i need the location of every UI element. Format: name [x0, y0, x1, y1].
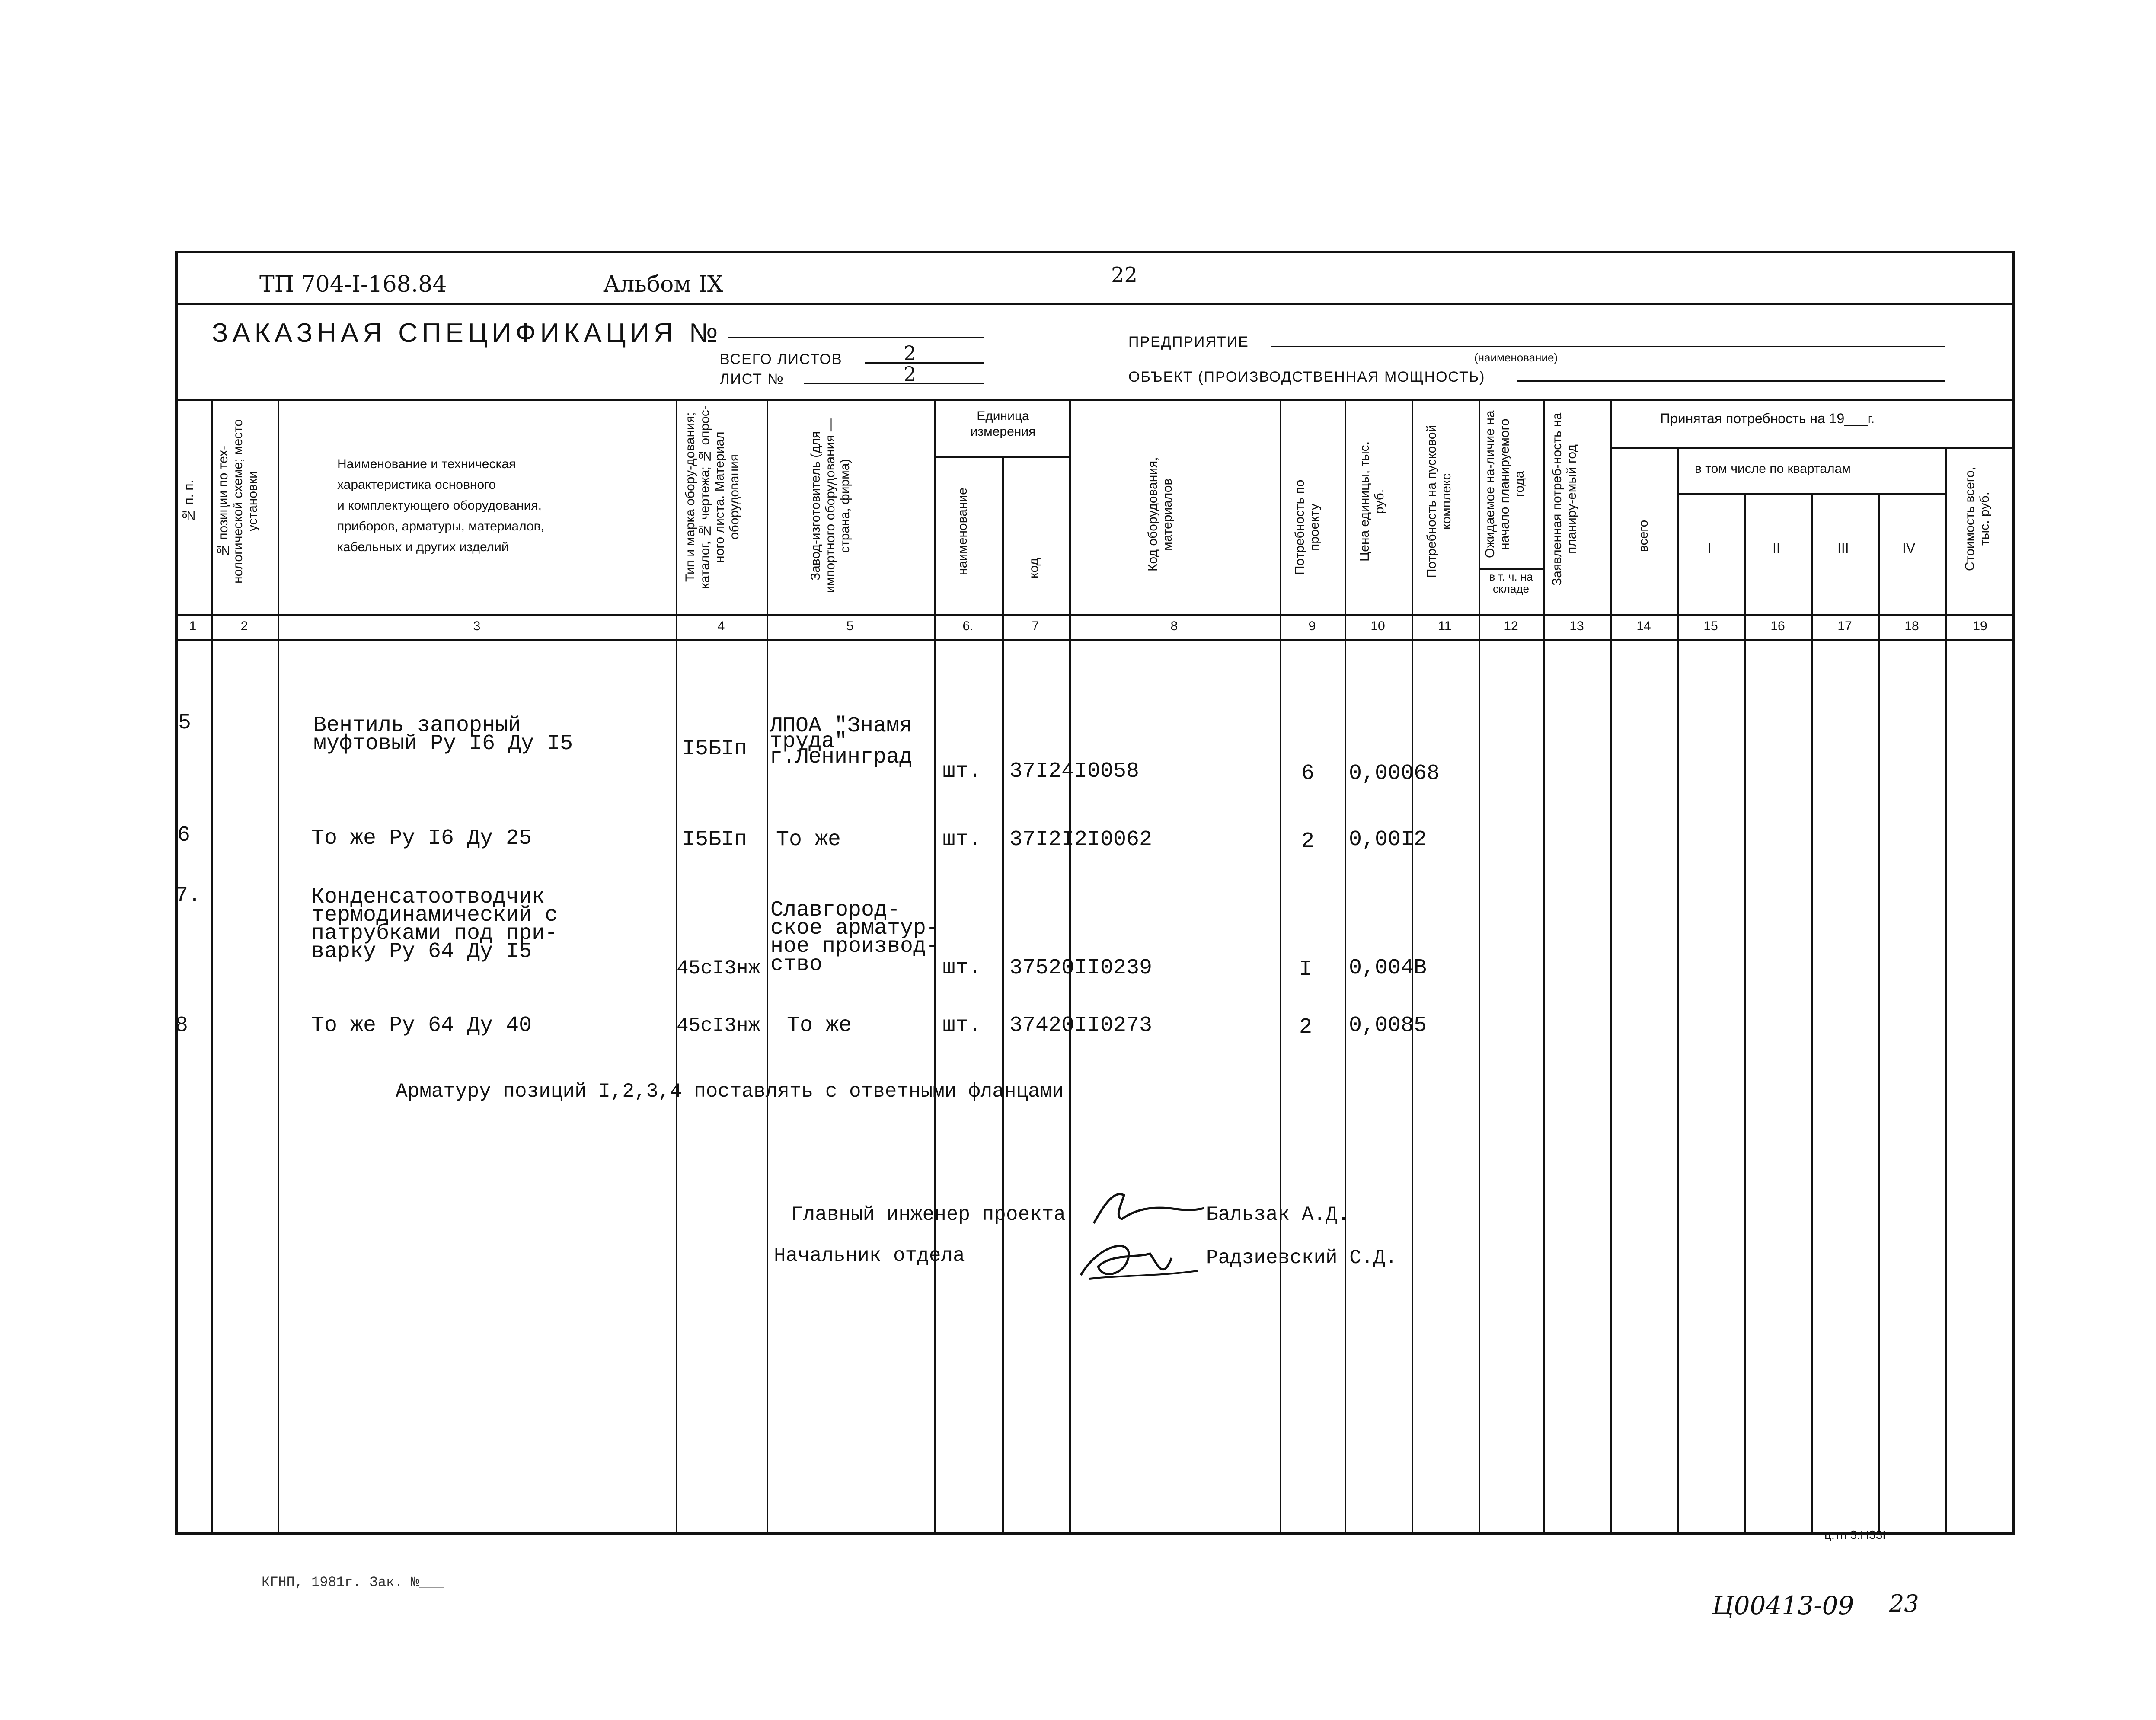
row-maker: То же — [776, 827, 841, 852]
row-qty: 2 — [1299, 1015, 1313, 1040]
printer-note: КГНП, 1981г. Зак. №___ — [262, 1574, 444, 1590]
col1-header: № п. п. — [182, 480, 196, 523]
col-number: 19 — [1973, 619, 1987, 633]
col17-header: III — [1837, 540, 1849, 556]
header-separator — [175, 303, 2015, 305]
row-price: 0,004В — [1349, 956, 1427, 980]
total-sheets-line — [865, 362, 984, 364]
row-name: То же Ру 64 Ду 40 — [311, 1013, 532, 1038]
row-qty: I — [1299, 957, 1313, 982]
row-unit: шт. — [942, 827, 982, 852]
col12-header: Ожидаемое на-личие на начало планируемого года — [1483, 410, 1527, 558]
colnum-top-line — [175, 614, 2015, 616]
total-sheets-label: ВСЕГО ЛИСТОВ — [720, 351, 843, 367]
row-number: 6 — [177, 823, 191, 848]
sheet-value: 2 — [904, 362, 917, 386]
row-qty: 2 — [1301, 829, 1315, 854]
col3-header: Наименование и техническая характеристика основного и комплектующего оборудования, приборов, арматуры, материалов, кабельных и других изделий — [337, 457, 544, 554]
row-type: 45сI3нж — [677, 957, 760, 980]
col11-header: Потребность на пусковой комплекс — [1425, 424, 1453, 578]
col13-header: Заявленная потреб-ность на планиру-емый год — [1550, 412, 1579, 586]
row-price: 0,00068 — [1349, 761, 1440, 786]
col-line — [1543, 399, 1545, 1535]
row-type: I5БIп — [682, 737, 747, 761]
col12-subheader: в т. ч. на складе — [1489, 570, 1533, 595]
col10-header: Цена единицы, тыс. руб. — [1357, 441, 1386, 562]
row-code: 37520II0239 — [1009, 956, 1153, 980]
chief-engineer-role: Главный инженер проекта — [791, 1203, 1066, 1226]
sheet-label: ЛИСТ № — [720, 371, 784, 387]
col-number: 12 — [1504, 619, 1518, 633]
col-number: 11 — [1438, 619, 1452, 633]
row-unit: шт. — [942, 1013, 982, 1038]
page-number-top: 22 — [1111, 263, 1138, 287]
col-number: 10 — [1370, 619, 1385, 633]
col-number: 8 — [1170, 619, 1178, 633]
col-line — [1945, 447, 1947, 1535]
col2-header: № позиции по тех-нологической схеме; место установки — [216, 419, 260, 584]
object-line — [1517, 380, 1945, 382]
row-name: Конденсатоотводчик термодинамический с патрубками под при- варку Ру 64 Ду I5 — [311, 885, 558, 964]
form-title: ЗАКАЗНАЯ СПЕЦИФИКАЦИЯ № — [212, 318, 722, 348]
col6-header: наименование — [955, 488, 970, 576]
col-number: 3 — [473, 619, 481, 633]
col-number: 1 — [189, 619, 197, 633]
col-number: 7 — [1032, 619, 1039, 633]
department-head-signature — [1072, 1228, 1202, 1288]
row-code: 37I24I0058 — [1009, 759, 1140, 784]
accepted-group-header: Принятая потребность на 19___г. — [1660, 411, 1875, 426]
col-number: 4 — [717, 619, 725, 633]
col-line — [1878, 493, 1880, 1535]
chief-engineer-name: Бальзак А.Д. — [1206, 1203, 1350, 1226]
object-label: ОБЪЕКТ (ПРОИЗВОДСТВЕННАЯ МОЩНОСТЬ) — [1128, 369, 1485, 385]
doc-code: ТП 704-I-168.84 — [259, 271, 447, 297]
col-number: 18 — [1904, 619, 1919, 633]
row-maker: ЛПОА "Знамя труда" г.Ленинград — [770, 714, 913, 769]
col7-header: код — [1027, 558, 1041, 579]
col-line — [1280, 399, 1281, 1535]
unit-group-line — [934, 456, 1069, 458]
enterprise-line — [1271, 346, 1945, 347]
quarters-group-header: в том числе по кварталам — [1695, 462, 1851, 476]
row-number: 8 — [175, 1013, 188, 1038]
col4-header: Тип и марка обору-дования; каталог, № чертежа; № опрос-ного листа. Материал оборудования — [683, 405, 741, 589]
col9-header: Потребность по проекту — [1293, 479, 1322, 575]
colnum-bottom-line — [175, 639, 2015, 641]
row-type: 45сI3нж — [677, 1015, 760, 1037]
col-number: 6. — [962, 619, 974, 633]
row-name: То же Ру I6 Ду 25 — [311, 826, 532, 851]
row-unit: шт. — [942, 759, 982, 784]
row-code: 37I2I2I0062 — [1009, 827, 1153, 852]
row-number: 5 — [178, 711, 192, 735]
row-maker: То же — [787, 1013, 852, 1038]
col-line — [1345, 399, 1346, 1535]
row-code: 37420II0273 — [1009, 1013, 1153, 1038]
col-line — [278, 399, 279, 1535]
col18-header: IV — [1902, 540, 1916, 556]
col-number: 14 — [1636, 619, 1651, 633]
album-label: Альбом IX — [603, 271, 723, 297]
col14-header: всего — [1636, 520, 1651, 552]
row-price: 0,00I2 — [1349, 827, 1427, 852]
col-number: 16 — [1770, 619, 1785, 633]
sheet-line — [804, 383, 984, 384]
quarters-group-line — [1677, 493, 1945, 495]
col-line — [211, 399, 213, 1535]
col-number: 13 — [1569, 619, 1584, 633]
row-qty: 6 — [1301, 761, 1315, 786]
col8-header: Код оборудования, материалов — [1146, 457, 1175, 572]
row-unit: шт. — [942, 956, 982, 980]
right-stamp: ц.тп 3.Н33I — [1824, 1528, 1886, 1541]
col-line — [1002, 456, 1004, 1535]
col-number: 17 — [1837, 619, 1852, 633]
col-number: 5 — [846, 619, 854, 633]
table-top-border — [175, 399, 2015, 401]
col15-header: I — [1708, 540, 1712, 556]
row-maker: Славгород- ское арматур- ное производ- ство — [770, 898, 939, 977]
col5-header: Завод-изготовитель (для импортного оборудования —страна, фирма) — [808, 418, 852, 593]
col-line — [1610, 399, 1612, 1535]
total-sheets-value: 2 — [904, 341, 917, 365]
col-line — [1744, 493, 1746, 1535]
col-number: 2 — [240, 619, 248, 633]
col-line — [1677, 447, 1679, 1535]
row-price: 0,0085 — [1349, 1013, 1427, 1038]
col19-header: Стоимость всего, тыс. руб. — [1963, 466, 1992, 571]
page-number-bottom: 23 — [1889, 1590, 1919, 1617]
archive-code: Ц00413-09 — [1712, 1591, 1854, 1620]
name-hint: (наименование) — [1474, 351, 1558, 364]
supply-note: Арматуру позиций I,2,3,4 поставлять с ответными фланцами — [396, 1080, 1064, 1103]
col-number: 9 — [1308, 619, 1316, 633]
department-head-name: Радзиевский С.Д. — [1206, 1247, 1397, 1269]
chief-engineer-signature — [1089, 1182, 1206, 1230]
accepted-group-line — [1610, 447, 2015, 449]
enterprise-label: ПРЕДПРИЯТИЕ — [1128, 334, 1249, 350]
row-type: I5БIп — [682, 827, 747, 852]
unit-group-header: Единица измерения — [970, 409, 1036, 439]
col-line — [1811, 493, 1813, 1535]
department-head-role: Начальник отдела — [774, 1245, 965, 1267]
col-line — [767, 399, 768, 1535]
col-number: 15 — [1703, 619, 1718, 633]
row-name: Вентиль запорный муфтовый Ру I6 Ду I5 — [313, 713, 573, 756]
row-number: 7. — [175, 884, 201, 908]
title-number-line — [728, 337, 984, 338]
col16-header: II — [1773, 540, 1780, 556]
